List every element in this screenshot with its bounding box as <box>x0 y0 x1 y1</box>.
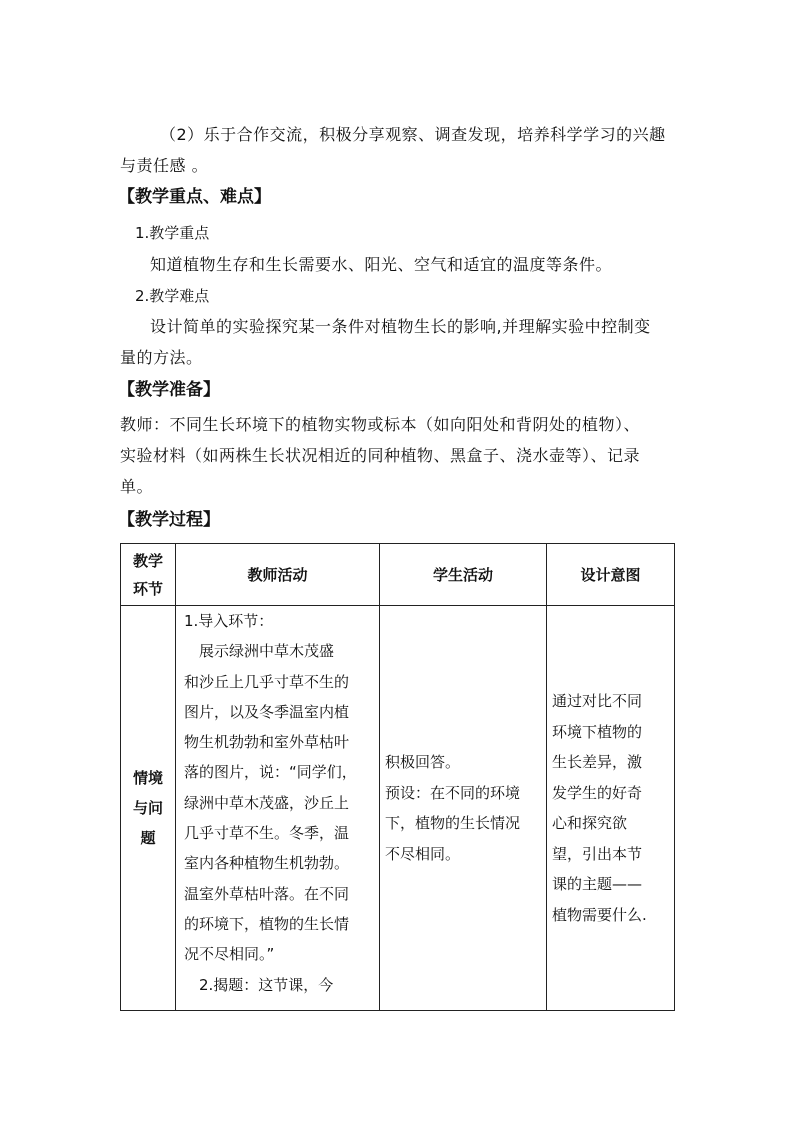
header-stage-line-1: 教学 <box>132 551 163 570</box>
table-header-row <box>121 544 675 606</box>
key-point-1-text: 知道植物生存和生长需要水、阳光、空气和适宜的温度等条件。 <box>150 255 613 274</box>
table-row <box>121 606 675 1011</box>
teacher-line: 图片，以及冬季温室内植 <box>184 702 350 721</box>
key-point-2-line-2: 量的方法。 <box>120 348 203 367</box>
teacher-line: 2.揭题：这节课，今 <box>184 975 334 994</box>
header-intent: 设计意图 <box>547 544 675 606</box>
header-stage <box>121 544 176 606</box>
header-student: 学生活动 <box>380 544 547 606</box>
key-points-heading: 【教学重点、难点】 <box>118 187 271 207</box>
teaching-process-table <box>120 543 675 1011</box>
process-heading: 【教学过程】 <box>118 510 220 530</box>
header-teacher: 教师活动 <box>176 544 380 606</box>
teacher-line: 况不尽相同。” <box>184 945 275 964</box>
intent-line: 课的主题—— <box>552 875 643 893</box>
student-line: 积极回答。 <box>385 753 461 771</box>
intent-line: 心和探究欲 <box>552 814 628 832</box>
goal-line-1: （2）乐于合作交流，积极分享观察、调查发现，培养科学学习的兴趣 <box>160 125 666 144</box>
teacher-line: 和沙丘上几乎寸草不生的 <box>184 672 350 691</box>
student-line: 下，植物的生长情况 <box>385 814 521 832</box>
intent-line: 发学生的好奇 <box>552 783 643 802</box>
preparation-heading: 【教学准备】 <box>118 380 220 400</box>
header-stage-line-2: 环节 <box>132 579 163 598</box>
preparation-line-1: 教师：不同生长环境下的植物实物或标本（如向阳处和背阴处的植物）、 <box>120 415 641 434</box>
student-line: 不尽相同。 <box>385 844 461 863</box>
teacher-line: 温室外草枯叶落。在不同 <box>184 884 350 903</box>
teacher-line: 室内各种植物生机勃勃。 <box>184 854 350 873</box>
student-line: 预设：在不同的环境 <box>385 783 521 802</box>
teacher-line: 几乎寸草不生。冬季，温 <box>184 824 350 843</box>
stage-text-1: 情境 <box>132 769 163 787</box>
preparation-line-3: 单。 <box>120 477 154 496</box>
teacher-line: 的环境下，植物的生长情 <box>184 914 350 933</box>
teacher-activity-cell <box>176 606 380 1011</box>
intent-line: 环境下植物的 <box>552 722 643 741</box>
student-activity-cell <box>380 606 547 1011</box>
teacher-line: 落的图片，说：“同学们， <box>184 763 357 782</box>
teacher-line: 1.导入环节： <box>184 612 274 630</box>
preparation-line-2: 实验材料（如两株生长状况相近的同种植物、黑盒子、浇水壶等）、记录 <box>120 446 641 465</box>
key-point-2-title: 2.教学难点 <box>135 287 210 305</box>
stage-text-3: 题 <box>140 829 156 847</box>
key-point-1-title: 1.教学重点 <box>135 224 210 242</box>
stage-cell <box>121 606 176 1011</box>
stage-text-2: 与问 <box>132 799 163 817</box>
intent-line: 植物需要什么. <box>552 905 647 924</box>
teacher-line: 物生机勃勃和室外草枯叶 <box>184 733 350 752</box>
goal-line-2: 与责任感 。 <box>120 156 209 175</box>
key-point-2-line-1: 设计简单的实验探究某一条件对植物生长的影响,并理解实验中控制变 <box>150 317 651 336</box>
intent-line: 通过对比不同 <box>552 692 643 710</box>
teacher-line: 绿洲中草木茂盛，沙丘上 <box>184 793 350 812</box>
intent-line: 生长差异，激 <box>552 753 643 771</box>
teacher-line: 展示绿洲中草木茂盛 <box>184 642 335 661</box>
intent-line: 望，引出本节 <box>552 844 643 863</box>
design-intent-cell <box>547 606 675 1011</box>
